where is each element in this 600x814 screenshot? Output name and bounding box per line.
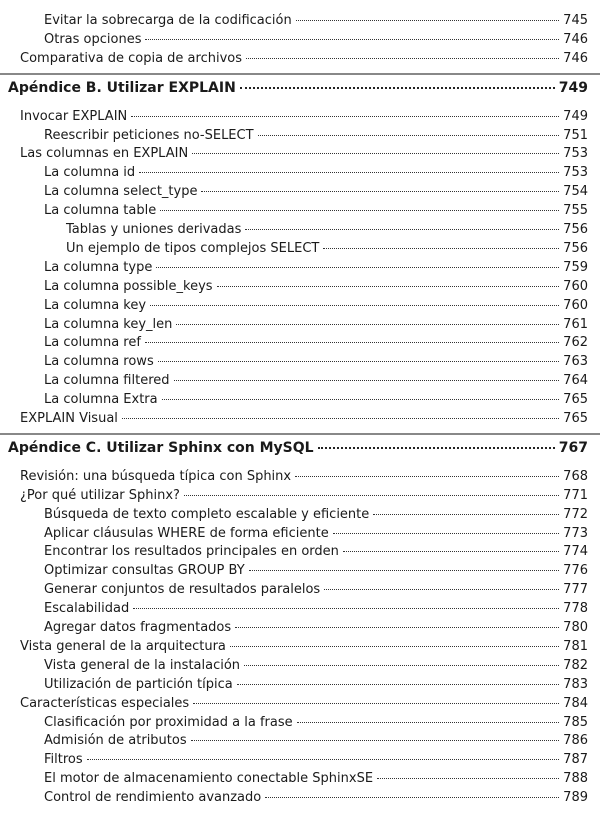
toc-entry-page: 783 [563,676,588,692]
toc-entry [20,695,588,713]
toc-entry-title: Un ejemplo de tipos complejos SELECT [66,240,320,256]
toc-entry [20,487,588,505]
dot-leader [158,361,559,362]
toc-entry-title: Filtros [44,752,83,768]
toc-entry [20,145,588,163]
toc-heading [8,79,588,97]
toc-entry-page: 749 [558,79,588,96]
toc-entry [44,31,588,49]
dot-leader [244,665,559,666]
dot-leader [240,87,555,89]
toc-entry-page: 761 [563,316,588,332]
section-divider [0,73,600,75]
toc-entry-page: 767 [558,439,588,456]
toc-entry [44,770,588,788]
toc-entry-title: Apéndice C. Utilizar Sphinx con MySQL [8,439,314,456]
toc-entry-title: Vista general de la instalación [44,657,241,673]
toc-entry-page: 777 [563,582,588,598]
toc-entry-page: 771 [563,487,588,503]
toc-entry-title: Generar conjuntos de resultados paralelos [44,582,321,598]
toc-entry [44,202,588,220]
toc-entry [44,183,588,201]
toc-entry-page: 780 [563,620,588,635]
toc-entry-title: Búsqueda de texto completo escalable y eficiente [44,506,370,522]
dot-leader [246,58,559,59]
dot-leader [184,495,559,496]
dot-leader [217,286,560,287]
toc-entry [44,127,588,145]
toc-entry-page: 772 [563,506,588,522]
toc-heading [8,439,588,457]
dot-leader [323,248,559,249]
dot-leader [193,703,559,704]
toc-entry-page: 751 [563,127,588,143]
dot-leader [373,514,559,515]
dot-leader [258,135,560,136]
toc-entry [44,353,588,371]
toc-entry-title: Utilización de partición típica [44,676,233,692]
toc-entry-page: 753 [563,146,588,162]
toc-entry-title: EXPLAIN Visual [20,411,118,426]
dot-leader [131,116,559,117]
toc-entry [44,581,588,599]
dot-leader [139,172,559,173]
toc-entry-page: 756 [563,222,588,237]
toc-entry [44,259,588,277]
toc-entry-title: ¿Por qué utilizar Sphinx? [20,487,180,503]
toc-entry-page: 753 [563,165,588,181]
toc-entry-title: Características especiales [20,695,190,711]
toc-entry-title: Invocar EXPLAIN [20,108,128,124]
dot-leader [249,570,560,571]
toc-entry-page: 765 [563,411,588,426]
toc-entry [20,468,588,486]
dot-leader [295,476,559,477]
toc-entry-title: Evitar la sobrecarga de la codificación [44,13,292,28]
toc-entry-title: Tablas y uniones derivadas [66,222,242,237]
dot-leader [145,342,559,343]
dot-leader [235,627,559,628]
dot-leader [296,20,559,21]
toc-entry-title: Encontrar los resultados principales en orden [44,544,339,560]
toc-entry-title: La columna id [44,165,136,181]
toc-entry-page: 774 [563,544,588,560]
toc-entry [44,164,588,182]
toc-entry-title: La columna filtered [44,373,170,389]
toc-entry-page: 776 [563,563,588,579]
toc-entry [20,50,588,68]
toc-entry [44,278,588,296]
toc-entry-title: El motor de almacenamiento conectable SphinxSE [44,771,374,787]
toc-entry-title: Revisión: una búsqueda típica con Sphinx [20,468,292,484]
toc-entry-title: La columna Extra [44,392,158,408]
dot-leader [133,608,559,609]
toc-entry-title: Vista general de la arquitectura [20,638,226,654]
toc-entry-page: 784 [563,695,588,711]
toc-entry [44,619,588,637]
toc-entry-page: 764 [563,373,588,389]
toc-entry-page: 746 [563,50,588,66]
toc-entry [44,751,588,769]
toc-entry-page: 782 [563,657,588,673]
toc-entry [44,732,588,750]
toc-entry-page: 788 [563,771,588,787]
toc-entry-title: Comparativa de copia de archivos [20,50,242,66]
toc-entry [44,543,588,561]
toc-entry-page: 787 [563,752,588,768]
dot-leader [174,380,560,381]
toc-entry-title: La columna key [44,297,147,313]
dot-leader [318,447,555,449]
toc-entry-title: Control de rendimiento avanzado [44,790,262,806]
toc-entry-page: 785 [563,714,588,730]
toc-entry-page: 749 [563,108,588,124]
toc-entry-title: La columna type [44,259,153,275]
toc-entry [44,676,588,694]
toc-entry-page: 778 [563,601,588,617]
toc-entry [66,240,588,258]
toc-entry-page: 756 [563,240,588,256]
dot-leader [191,740,560,741]
dot-leader [237,684,559,685]
toc-entry-title: Otras opciones [44,31,142,47]
toc-entry-title: Las columnas en EXPLAIN [20,146,189,162]
toc-entry-page: 763 [563,354,588,370]
toc-entry-page: 786 [563,733,588,749]
toc-entry [44,391,588,409]
toc-entry [44,372,588,390]
toc-entry-page: 760 [563,297,588,313]
toc-entry [44,600,588,618]
dot-leader [176,324,559,325]
toc-entry-title: La columna ref [44,335,141,351]
toc-entry-page: 760 [563,278,588,294]
toc-entry [44,297,588,315]
toc-entry [20,108,588,126]
dot-leader [160,210,559,211]
toc-entry-title: La columna table [44,203,157,219]
toc-entry-title: La columna select_type [44,184,198,200]
dot-leader [297,722,560,723]
toc-entry-page: 781 [563,638,588,654]
toc-entry-page: 746 [563,31,588,47]
toc-entry [44,525,588,543]
toc-entry-title: La columna key_len [44,316,173,332]
toc-entry-title: La columna rows [44,354,154,370]
dot-leader [122,418,559,419]
dot-leader [162,399,560,400]
dot-leader [156,267,559,268]
dot-leader [145,39,559,40]
toc-entry [20,410,588,428]
section-divider [0,433,600,435]
dot-leader [265,797,559,798]
toc-entry-page: 762 [563,335,588,351]
dot-leader [343,551,559,552]
toc-entry-page: 759 [563,259,588,275]
toc-entry-title: Admisión de atributos [44,733,187,749]
dot-leader [192,153,559,154]
toc-entry-page: 755 [563,203,588,219]
toc-entry [44,714,588,732]
toc-entry [66,221,588,239]
toc-entry-page: 768 [563,468,588,484]
dot-leader [245,229,559,230]
toc-entry-title: La columna possible_keys [44,278,213,294]
toc-entry-page: 773 [563,525,588,541]
toc-entry-title: Agregar datos fragmentados [44,620,232,635]
toc-entry-page: 789 [563,790,588,806]
toc-entry [44,316,588,334]
dot-leader [87,759,560,760]
toc-entry [44,562,588,580]
dot-leader [230,646,559,647]
dot-leader [333,533,559,534]
toc-entry [20,638,588,656]
toc-entry-title: Clasificación por proximidad a la frase [44,714,293,730]
toc-entry-title: Aplicar cláusulas WHERE de forma eficiente [44,525,329,541]
dot-leader [150,305,559,306]
toc-entry-title: Escalabilidad [44,601,130,617]
dot-leader [377,778,559,779]
toc-entry [44,657,588,675]
toc-entry-page: 765 [563,392,588,408]
toc-entry [44,506,588,524]
toc-entry [44,12,588,30]
toc-entry-title: Apéndice B. Utilizar EXPLAIN [8,79,236,96]
toc-entry [44,334,588,352]
toc-entry [44,789,588,807]
toc-entry-title: Reescribir peticiones no-SELECT [44,127,254,143]
toc-entry-page: 754 [563,184,588,200]
dot-leader [324,589,559,590]
toc-entry-title: Optimizar consultas GROUP BY [44,563,245,579]
dot-leader [201,191,559,192]
toc-entry-page: 745 [563,13,588,28]
